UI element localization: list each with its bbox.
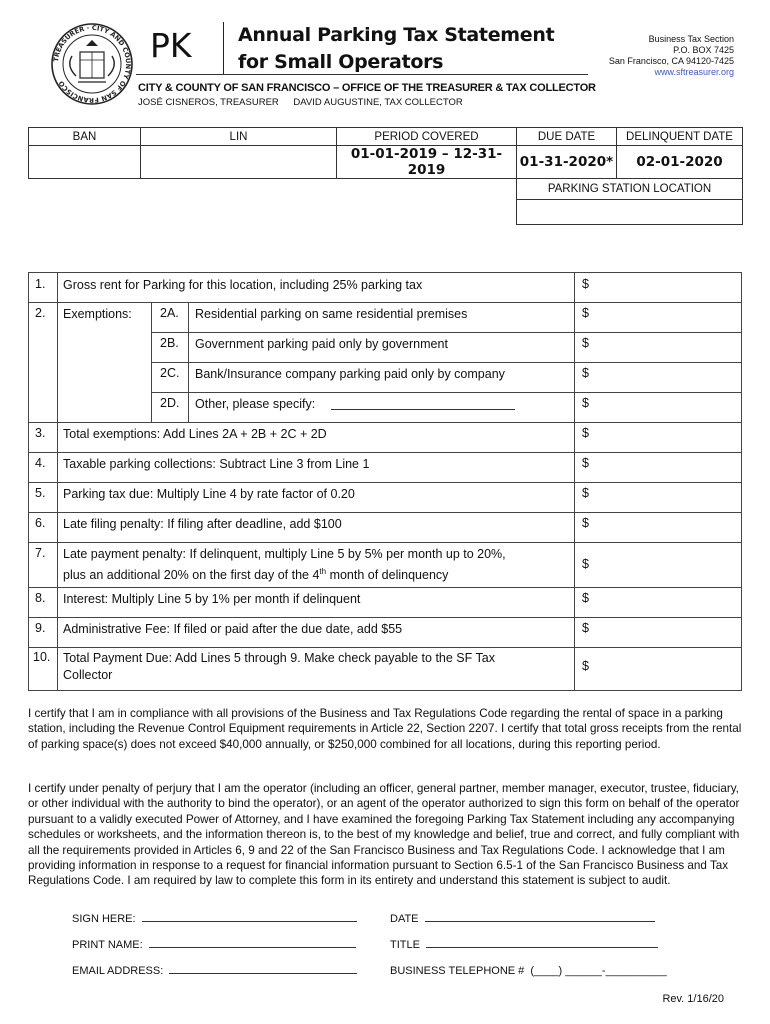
certification-paragraph-1: I certify that I am in compliance with all provisions of the Business and Tax Regulations Code regarding the rental of space in a parking station, including the Revenue Control Equipment requirements in Article 22, Section 2207. I certify that total gross receipts from the rental of parking space(s) does not exceed $40,000 annually, or $250,000 combined for all locations, during this reporting period. <box>28 707 742 751</box>
phone-field[interactable]: (____) ______-__________ <box>530 965 667 977</box>
line-9-amount[interactable]: $ <box>582 621 589 635</box>
delinquent-date-value: 02-01-2020 <box>617 146 743 179</box>
office-name: CITY & COUNTY OF SAN FRANCISCO – OFFICE OF THE TREASURER & TAX COLLECTOR <box>138 82 596 94</box>
lin-field[interactable] <box>141 146 337 179</box>
sub-num-rule-left <box>151 303 152 423</box>
signature-field[interactable] <box>142 921 357 922</box>
officials <box>138 97 475 108</box>
sign-here-label: SIGN HERE: <box>72 913 136 925</box>
form-code: PK <box>150 26 192 65</box>
address-section: Business Tax Section <box>648 34 734 44</box>
revision-date: Rev. 1/16/20 <box>662 993 724 1005</box>
address-city: San Francisco, CA 94120-7425 <box>608 56 734 66</box>
date-field[interactable] <box>425 921 655 922</box>
address-box: P.O. BOX 7425 <box>673 45 734 55</box>
line-8-amount[interactable]: $ <box>582 591 589 605</box>
email-field[interactable] <box>169 973 357 974</box>
email-label: EMAIL ADDRESS: <box>72 965 164 977</box>
certification-paragraph-2: I certify under penalty of perjury that I am the operator (including an officer, general partner, member manager, executor, trustee, fiduciary, or other individual with the authority to bind the operator), or an agent of the operator authorized to sign this form on behalf of the operator pursuant to a validly executed Power of Attorney, and I have examined the foregoing Parking Tax Statement including any accompanying schedules or worksheets, and the information thereon is, to the best of my knowledge and belief, true and correct, and fully compliant with all the requirements provided in Articles 6, 9 and 22 of the San Francisco Business and Tax Regulations Code. I acknowledge that I am providing information in response to a request for financial information pursuant to Section 6.5-1 of the San Francisco Business and Tax Regulations Code. I am required by law to complete this form in its entirety and understand this statement is subject to audit. <box>28 782 740 888</box>
date-row <box>390 913 655 925</box>
seal-text: TREASURER · CITY AND COUNTY OF SAN FRANCISCO <box>52 23 133 105</box>
period-label: PERIOD COVERED <box>337 128 517 146</box>
form-title <box>238 22 554 76</box>
treasurer-name: JOSÉ CISNEROS, TREASURER <box>138 97 279 108</box>
sign-here-row <box>72 913 357 925</box>
account-info-table <box>28 127 743 225</box>
divider <box>223 22 224 74</box>
period-value: 01-01-2019 – 12-31-2019 <box>337 146 517 179</box>
line-1-amount[interactable]: $ <box>582 277 589 291</box>
email-row <box>72 965 357 977</box>
date-label: DATE <box>390 913 419 925</box>
line-2a-amount[interactable]: $ <box>582 306 589 320</box>
print-name-field[interactable] <box>149 947 356 948</box>
lin-label: LIN <box>141 128 337 146</box>
print-name-row <box>72 939 356 951</box>
line-4-amount[interactable]: $ <box>582 456 589 470</box>
title-row <box>390 939 658 951</box>
sub-num-rule-right <box>188 303 189 423</box>
line-2b-amount[interactable]: $ <box>582 336 589 350</box>
station-location-label: PARKING STATION LOCATION <box>517 179 743 200</box>
due-date-value: 01-31-2020* <box>517 146 617 179</box>
print-name-label: PRINT NAME: <box>72 939 143 951</box>
due-date-label: DUE DATE <box>517 128 617 146</box>
title-line-1: Annual Parking Tax Statement <box>238 24 555 46</box>
delinquent-date-label: DELINQUENT DATE <box>617 128 743 146</box>
tax-collector-name: DAVID AUGUSTINE, TAX COLLECTOR <box>293 97 463 108</box>
website-link[interactable]: www.sftreasurer.org <box>654 67 734 77</box>
other-specify-field[interactable] <box>331 409 515 410</box>
tax-lines-table: 1. Gross rent for Parking for this location, including 25% parking tax $ 2. Exemptions: 2A. Residential parking on same residential premises $ 2B. Government parking paid only by government $ 2C. Bank/Insurance company parking paid only by company $ 2D. Other, please specify: $ 3. Total exemptions: Add Lines 2A + 2B + 2C + 2D $ 4. Taxable parking collections: Subtract Line 3 from Line 1 $ 5. Parking tax due: Multiply Line 4 by rate factor of 0.20 $ 6. Late filing penalty: If filing after deadline, add $100 $ 7. Late payment penalty: If delinquent, multiply Line 5 by 5% per month up to 20%, plus an additional 20% on the first day of the 4th month of delinquency $ 8. Interest: Multiply Line 5 by 1% per month if delinquent $ 9. Administrative Fee: If filed or paid after the due date, add $55 $ 10. Total Payment Due: Add Lines 5 through 9. Make check payable to the SF Tax Collector $ <box>28 272 742 691</box>
title-field[interactable] <box>426 947 658 948</box>
phone-row <box>390 965 667 977</box>
line-6-amount[interactable]: $ <box>582 516 589 530</box>
header-rule <box>136 74 588 75</box>
title-label: TITLE <box>390 939 420 951</box>
line-2c-amount[interactable]: $ <box>582 366 589 380</box>
sf-seal-icon <box>50 22 134 106</box>
line-5-amount[interactable]: $ <box>582 486 589 500</box>
ban-field[interactable] <box>29 146 141 179</box>
line-3-amount[interactable]: $ <box>582 426 589 440</box>
station-location-field[interactable] <box>517 200 743 225</box>
line-2d-amount[interactable]: $ <box>582 396 589 410</box>
mailing-address <box>609 34 734 78</box>
phone-label: BUSINESS TELEPHONE # <box>390 965 525 977</box>
ban-label: BAN <box>29 128 141 146</box>
line-7-amount[interactable]: $ <box>582 557 589 571</box>
title-line-2: for Small Operators <box>238 51 444 73</box>
line-10-amount[interactable]: $ <box>582 659 589 673</box>
